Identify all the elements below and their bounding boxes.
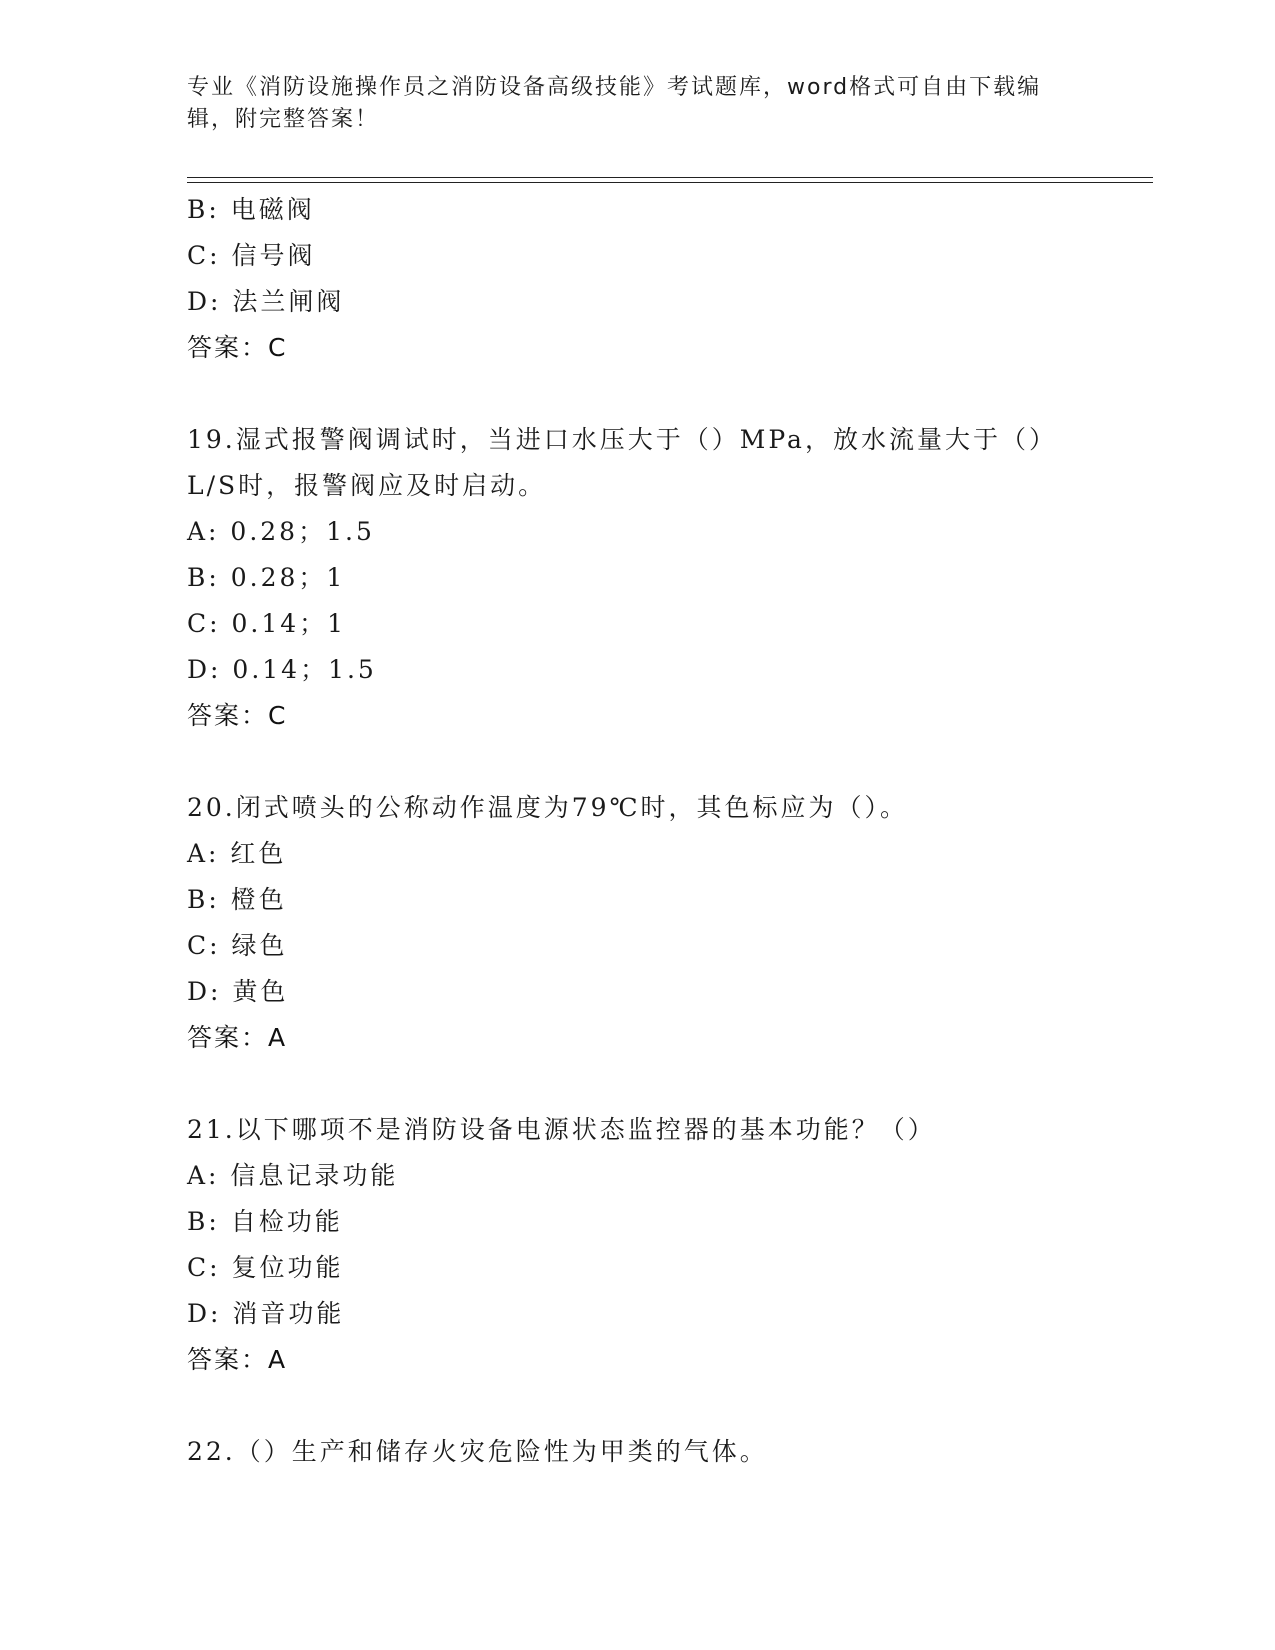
question-20 bbox=[187, 785, 1087, 1061]
answer-line: 答案：C bbox=[187, 333, 288, 362]
option-a: A: 信息记录功能 bbox=[187, 1161, 399, 1190]
answer-line: 答案：A bbox=[187, 1345, 288, 1374]
question-stem: 21.以下哪项不是消防设备电源状态监控器的基本功能？（） bbox=[187, 1115, 936, 1144]
option-c: C: 复位功能 bbox=[187, 1253, 344, 1282]
question-stem: 20.闭式喷头的公称动作温度为79℃时，其色标应为（）。 bbox=[187, 793, 909, 822]
option-d: D: 法兰闸阀 bbox=[187, 287, 345, 316]
question-22 bbox=[187, 1429, 1087, 1475]
question-19 bbox=[187, 417, 1087, 739]
question-21 bbox=[187, 1107, 1087, 1383]
option-c: C: 信号阀 bbox=[187, 241, 316, 270]
question-18-continuation bbox=[187, 187, 1087, 371]
question-stem: 22.（）生产和储存火灾危险性为甲类的气体。 bbox=[187, 1437, 768, 1466]
document-header: 专业《消防设施操作员之消防设备高级技能》考试题库，word格式可自由下载编辑，附完整答案！ bbox=[187, 75, 1042, 132]
option-d: D: 黄色 bbox=[187, 977, 289, 1006]
option-a: A: 0.28；1.5 bbox=[187, 517, 375, 546]
option-b: B: 电磁阀 bbox=[187, 195, 315, 224]
answer-line: 答案：C bbox=[187, 701, 288, 730]
header-rule-bottom bbox=[187, 182, 1153, 183]
option-c: C: 0.14；1 bbox=[187, 609, 347, 638]
question-content bbox=[187, 187, 1087, 1475]
option-c: C: 绿色 bbox=[187, 931, 288, 960]
option-d: D: 消音功能 bbox=[187, 1299, 345, 1328]
option-b: B: 0.28；1 bbox=[187, 563, 346, 592]
header-rule-top bbox=[187, 177, 1153, 178]
option-a: A: 红色 bbox=[187, 839, 287, 868]
option-b: B: 橙色 bbox=[187, 885, 287, 914]
option-d: D: 0.14；1.5 bbox=[187, 655, 377, 684]
answer-line: 答案：A bbox=[187, 1023, 288, 1052]
option-b: B: 自检功能 bbox=[187, 1207, 343, 1236]
question-stem: 19.湿式报警阀调试时，当进口水压大于（）MPa，放水流量大于（）L/S时，报警阀应及时启动。 bbox=[187, 425, 1057, 500]
